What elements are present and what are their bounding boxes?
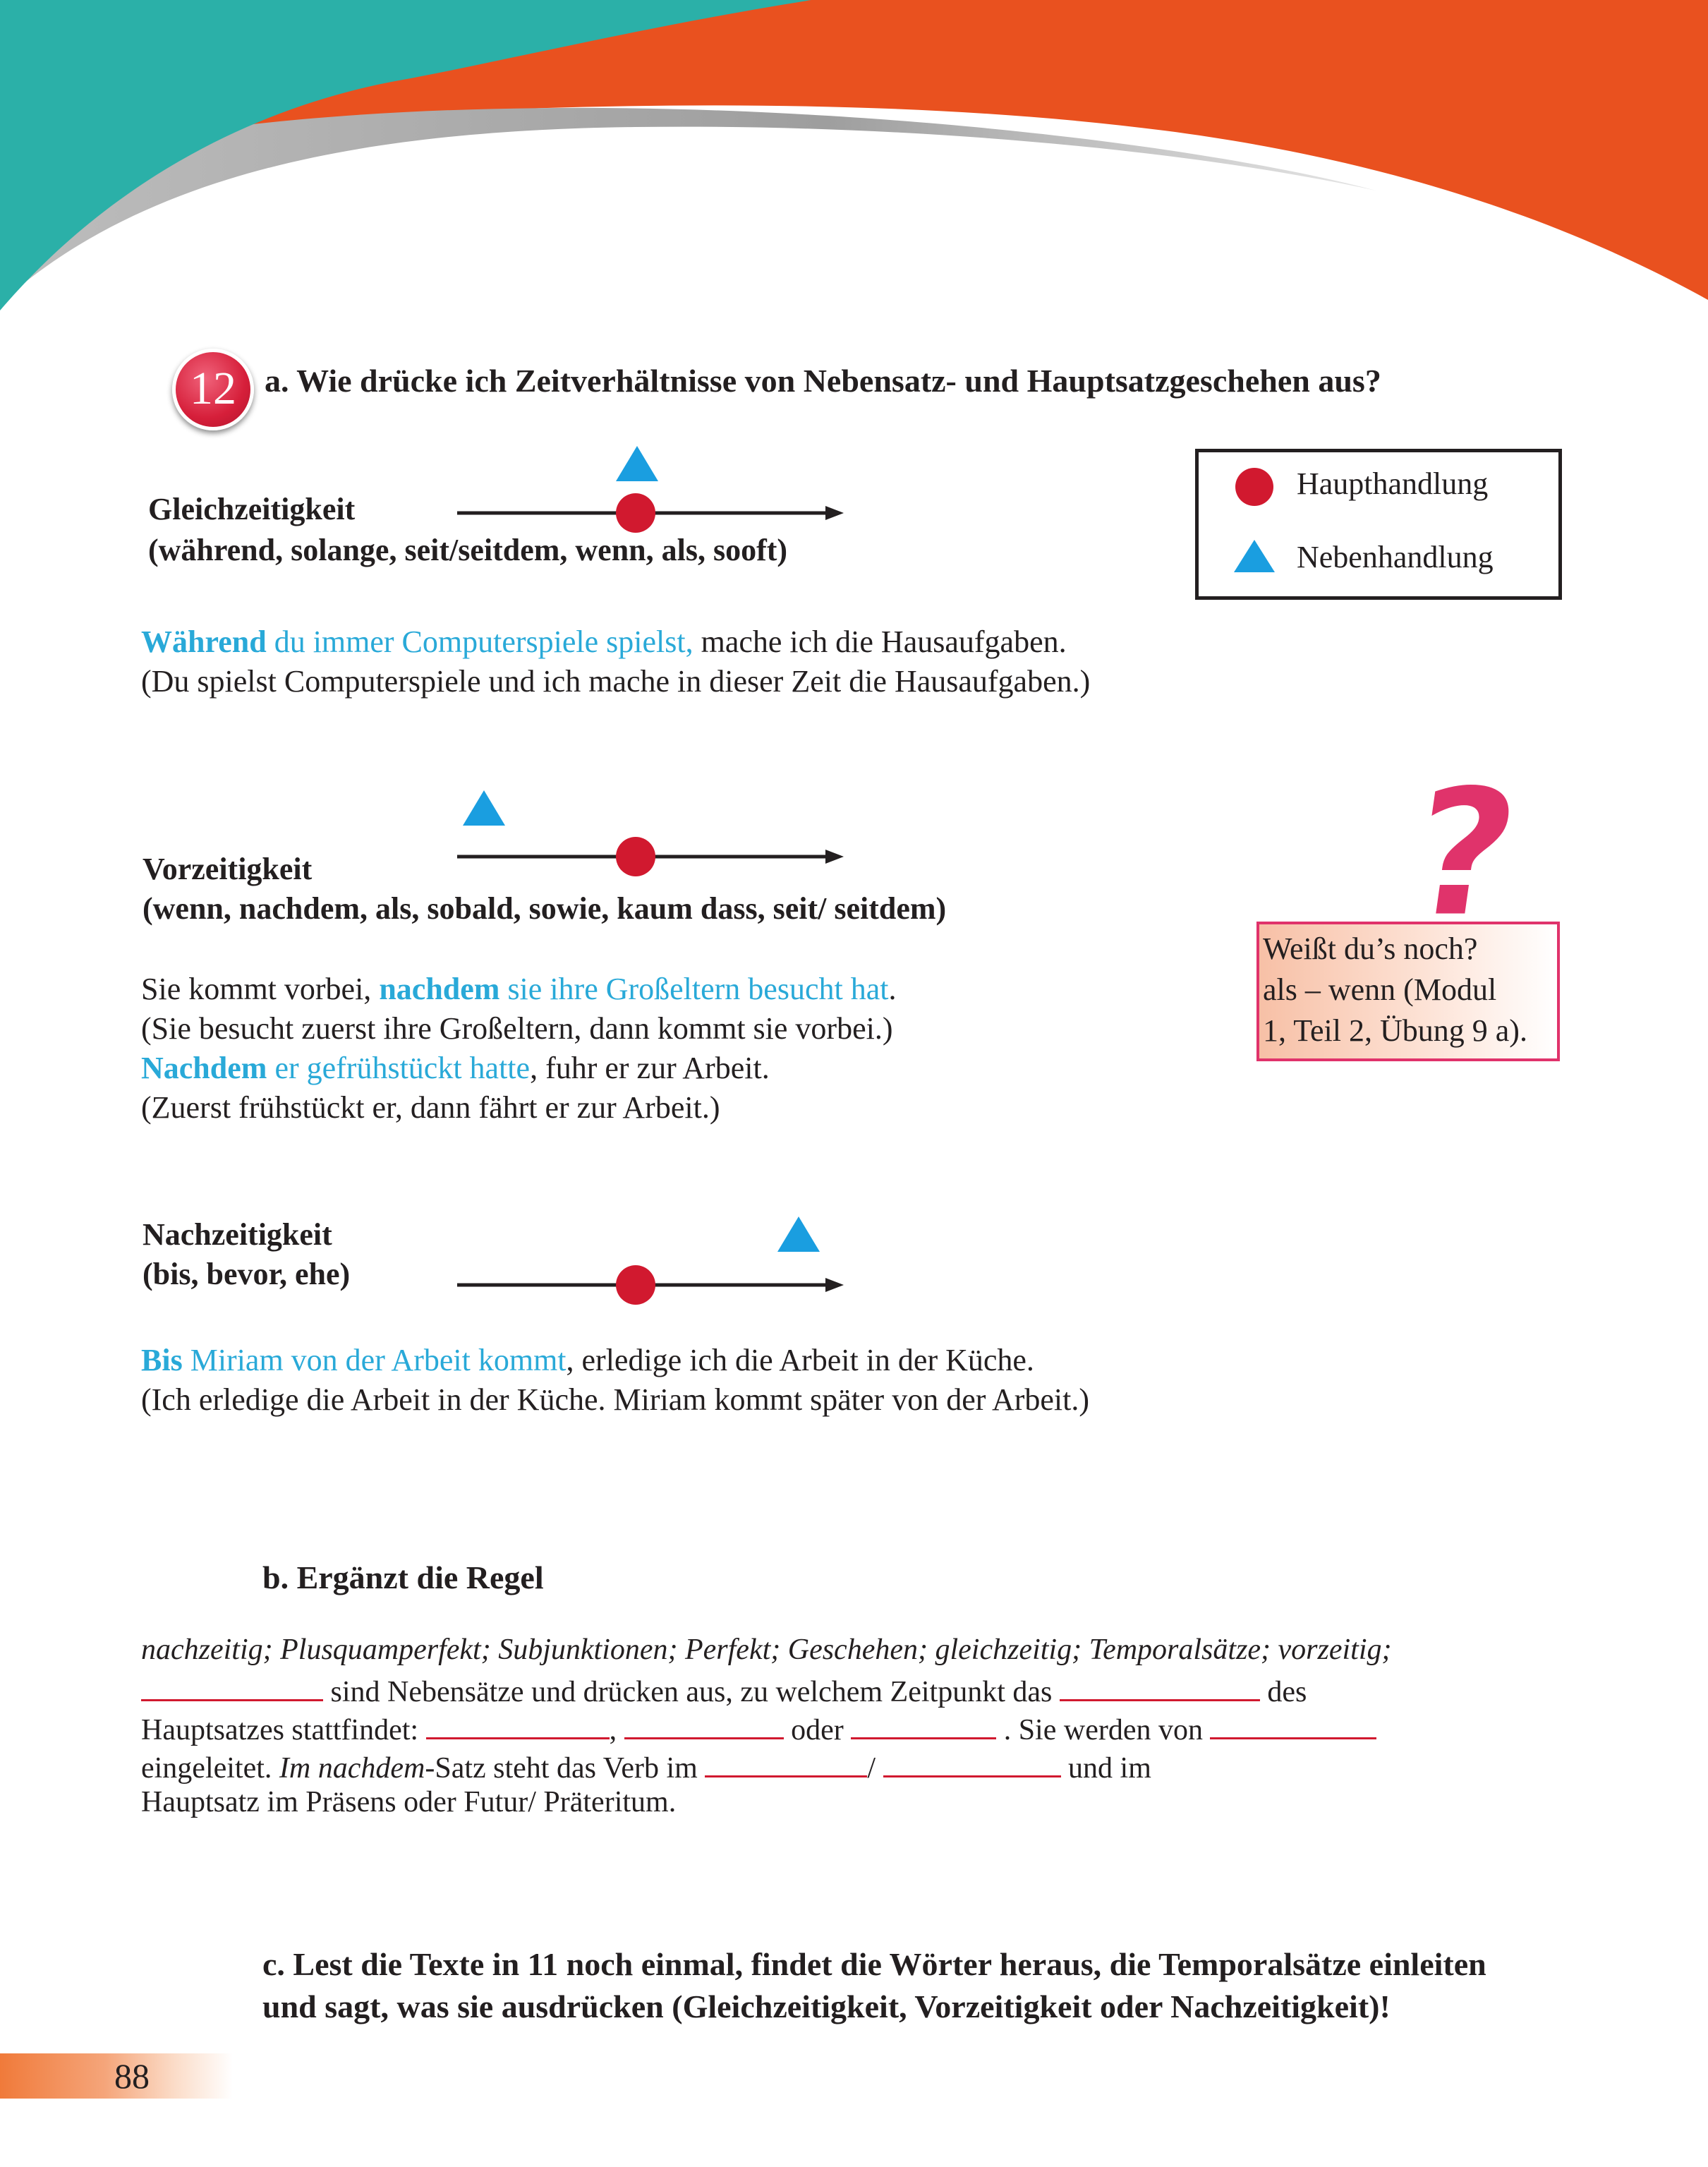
main-clause: Sie kommt vorbei, bbox=[141, 972, 380, 1006]
rule-text: und im bbox=[1060, 1752, 1151, 1785]
vorzeitigkeit-explanation-1: (Sie besucht zuerst ihre Großeltern, dann kommt sie vorbei.) bbox=[141, 1011, 893, 1046]
header-decoration bbox=[0, 0, 1708, 332]
rule-line-1 bbox=[141, 1668, 1307, 1712]
nachzeitigkeit-timeline bbox=[452, 1217, 847, 1308]
main-clause: , erledige ich die Arbeit in der Küche. bbox=[566, 1343, 1034, 1377]
gleichzeitigkeit-example bbox=[141, 622, 1067, 662]
main-action-circle-icon bbox=[616, 1265, 655, 1305]
subordinate-clause: sie ihre Großeltern besucht hat bbox=[499, 972, 889, 1006]
rule-line-2 bbox=[141, 1706, 1376, 1750]
main-action-circle-icon bbox=[616, 493, 655, 533]
legend-sub-action-label: Nebenhandlung bbox=[1297, 540, 1494, 574]
blank-time-relation-3[interactable] bbox=[851, 1706, 996, 1739]
vorzeitigkeit-conjunctions: (wenn, nachdem, als, sobald, sowie, kaum dass, seit/ seitdem) bbox=[143, 891, 947, 926]
blank-geschehen[interactable] bbox=[1060, 1668, 1260, 1701]
hint-line-2: als – wenn (Modul bbox=[1263, 972, 1497, 1007]
nachzeitigkeit-conjunctions: (bis, bevor, ehe) bbox=[143, 1257, 351, 1291]
blank-tense-2[interactable] bbox=[883, 1744, 1061, 1777]
vorzeitigkeit-timeline bbox=[452, 789, 847, 881]
rule-line-3 bbox=[141, 1744, 1151, 1788]
vorzeitigkeit-explanation-2: (Zuerst frühstückt er, dann fährt er zur Arbeit.) bbox=[141, 1090, 720, 1125]
blank-time-relation-2[interactable] bbox=[624, 1706, 784, 1739]
timeline-arrowhead-icon bbox=[825, 850, 844, 864]
page-number: 88 bbox=[114, 2056, 150, 2096]
sub-action-triangle-icon bbox=[777, 1217, 820, 1252]
rule-text: / bbox=[867, 1752, 883, 1785]
rule-text: sind Nebensätze und drücken aus, zu welchem Zeitpunkt das bbox=[323, 1676, 1060, 1708]
subordinate-clause: er gefrühstückt hatte bbox=[267, 1051, 531, 1085]
rule-text: Hauptsatzes stattfindet: bbox=[141, 1714, 426, 1746]
subordinate-clause: Miriam von der Arbeit kommt bbox=[182, 1343, 567, 1377]
legend-circle-icon bbox=[1235, 468, 1273, 506]
timeline-arrowhead-icon bbox=[825, 506, 844, 520]
svg-text:?: ? bbox=[1398, 751, 1530, 957]
question-mark-icon bbox=[1398, 751, 1530, 957]
rule-text-italic: Im nachdem bbox=[279, 1752, 425, 1785]
legend-symbols bbox=[1231, 467, 1280, 573]
part-c-heading-line-2: und sagt, was sie ausdrücken (Gleichzeitigkeit, Vorzeitigkeit oder Nachzeitigkeit)! bbox=[262, 1988, 1391, 2024]
blank-temporalsaetze[interactable] bbox=[141, 1668, 323, 1701]
conjunction-highlight: nachdem bbox=[379, 972, 500, 1006]
gleichzeitigkeit-explanation: (Du spielst Computerspiele und ich mache in dieser Zeit die Hausaufgaben.) bbox=[141, 664, 1091, 699]
exercise-number-badge: 12 bbox=[172, 349, 254, 430]
gleichzeitigkeit-conjunctions: (während, solange, seit/seitdem, wenn, als, sooft) bbox=[148, 533, 788, 567]
main-action-circle-icon bbox=[616, 837, 655, 876]
timeline-arrowhead-icon bbox=[825, 1278, 844, 1292]
main-clause: mache ich die Hausaufgaben. bbox=[693, 624, 1067, 659]
legend-main-action-label: Haupthandlung bbox=[1297, 466, 1489, 501]
vorzeitigkeit-example-2 bbox=[141, 1049, 770, 1088]
rule-text: . Sie werden von bbox=[996, 1714, 1211, 1746]
gleichzeitigkeit-timeline bbox=[452, 445, 847, 536]
rule-text: des bbox=[1259, 1676, 1307, 1708]
nachzeitigkeit-example bbox=[141, 1341, 1034, 1380]
conjunction-highlight: Während bbox=[141, 624, 267, 659]
vorzeitigkeit-example-1 bbox=[141, 970, 896, 1009]
gleichzeitigkeit-title: Gleichzeitigkeit bbox=[148, 492, 356, 526]
conjunction-highlight: Bis bbox=[141, 1343, 183, 1377]
nachzeitigkeit-title: Nachzeitigkeit bbox=[143, 1217, 332, 1252]
rule-text: oder bbox=[783, 1714, 852, 1746]
part-c-heading-line-1: c. Lest die Texte in 11 noch einmal, findet die Wörter heraus, die Temporalsätze einleiten bbox=[262, 1946, 1486, 1982]
hint-line-3: 1, Teil 2, Übung 9 a). bbox=[1263, 1013, 1527, 1048]
hint-line-1: Weißt du’s noch? bbox=[1263, 931, 1478, 966]
sub-action-triangle-icon bbox=[616, 446, 658, 481]
legend-triangle-icon bbox=[1234, 540, 1275, 572]
main-clause: , fuhr er zur Arbeit. bbox=[530, 1051, 770, 1085]
sub-action-triangle-icon bbox=[463, 790, 505, 826]
word-bank: nachzeitig; Plusquamperfekt; Subjunktionen; Perfekt; Geschehen; gleichzeitig; Temporalsätze; vorzeitig; bbox=[141, 1634, 1392, 1666]
nachzeitigkeit-explanation: (Ich erledige die Arbeit in der Küche. Miriam kommt später von der Arbeit.) bbox=[141, 1382, 1090, 1417]
blank-time-relation-1[interactable] bbox=[426, 1706, 610, 1739]
rule-text: eingeleitet. bbox=[141, 1752, 279, 1785]
rule-text: -Satz steht das Verb im bbox=[425, 1752, 705, 1785]
rule-line-4: Hauptsatz im Präsens oder Futur/ Präteritum. bbox=[141, 1786, 677, 1818]
blank-tense-1[interactable] bbox=[705, 1744, 867, 1777]
vorzeitigkeit-title: Vorzeitigkeit bbox=[143, 852, 313, 886]
rule-text: , bbox=[609, 1714, 624, 1746]
part-b-heading: b. Ergänzt die Regel bbox=[262, 1559, 544, 1595]
blank-subjunktionen[interactable] bbox=[1210, 1706, 1376, 1739]
conjunction-highlight: Nachdem bbox=[141, 1051, 267, 1085]
part-a-heading: a. Wie drücke ich Zeitverhältnisse von Nebensatz- und Hauptsatzgeschehen aus? bbox=[265, 363, 1381, 399]
sentence-end: . bbox=[888, 972, 897, 1006]
subordinate-clause: du immer Computerspiele spielst, bbox=[266, 624, 694, 659]
